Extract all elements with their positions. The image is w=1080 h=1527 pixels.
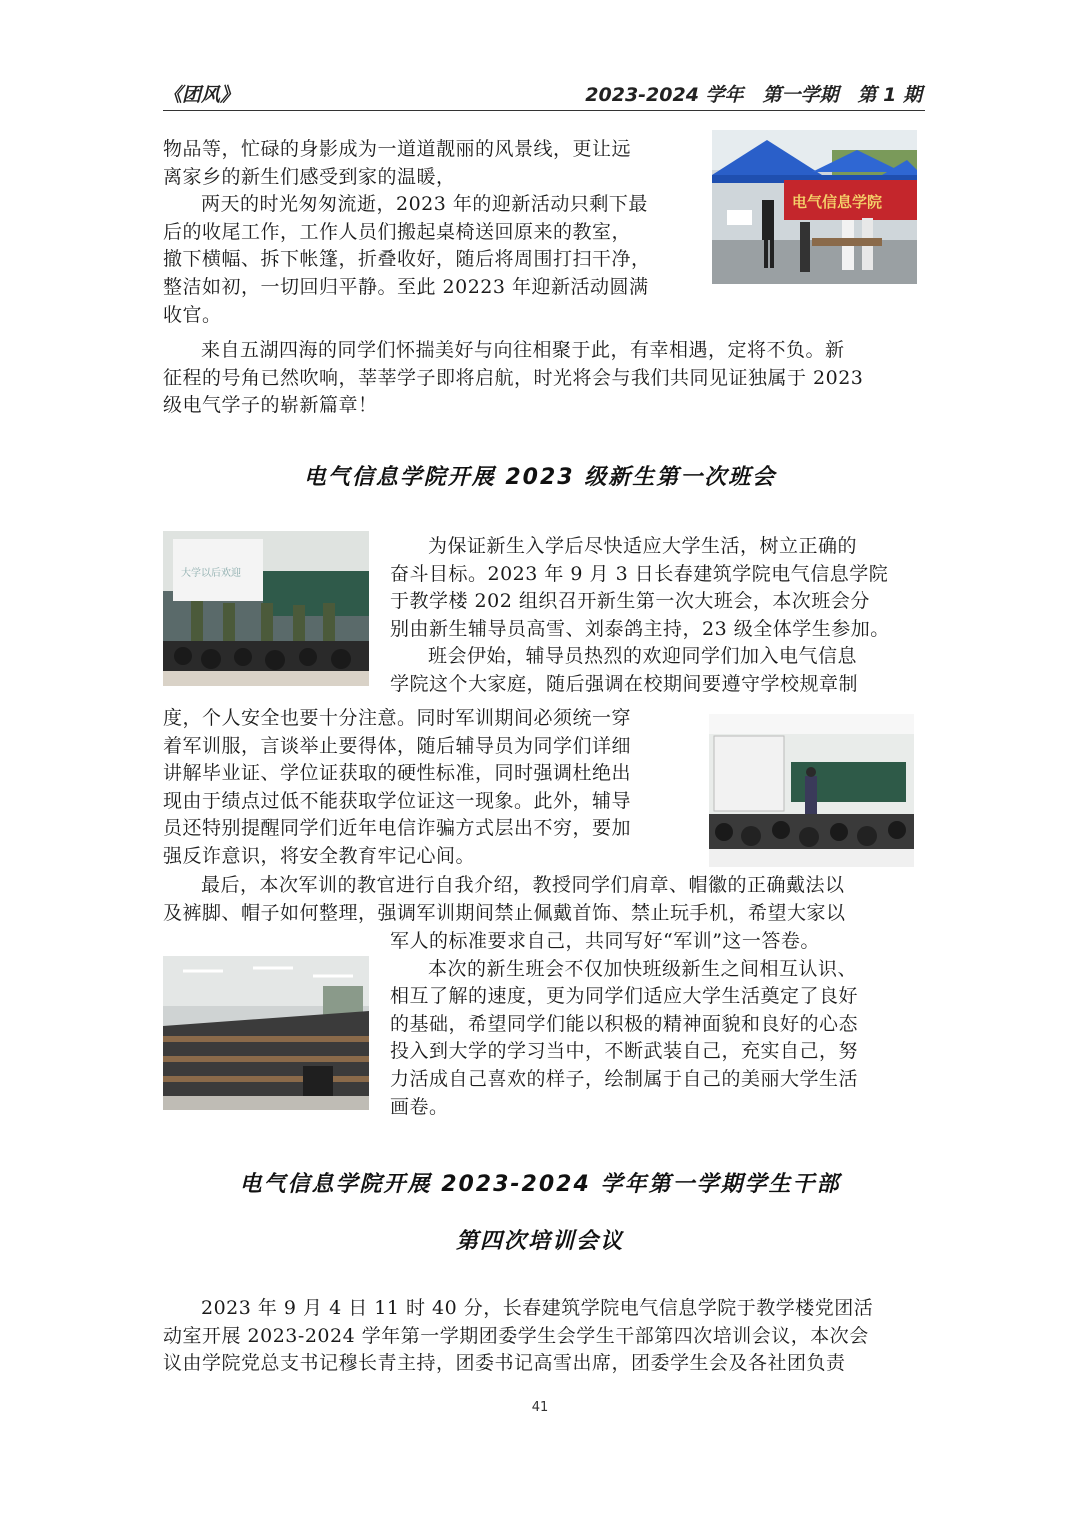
text-line: 强反诈意识，将安全教育牢记心间。 [163, 844, 476, 867]
section2-title: 电气信息学院开展 2023 级新生第一次班会 [303, 465, 777, 490]
text-line: 学院这个大家庭，随后强调在校期间要遵守学校规章制 [390, 672, 859, 695]
text-line: 整洁如初，一切回归平静。至此 20223 年迎新活动圆满 [163, 275, 649, 298]
text-line: 度，个人安全也要十分注意。同时军训期间必须统一穿 [163, 707, 632, 729]
section2-block-d [390, 928, 918, 1121]
lecture-hall-photo [163, 956, 369, 1110]
text-line: 2023 年 9 月 4 日 11 时 40 分，长春建筑学院电气信息学院于教学楼党团活 [201, 1297, 874, 1319]
section3-text [163, 1295, 923, 1378]
text-line: 本次的新生班会不仅加快班级新生之间相互认识、 [428, 957, 858, 980]
text-line: 最后，本次军训的教官进行自我介绍，教授同学们肩章、帽徽的正确戴法以 [201, 874, 845, 896]
text-line: 收官。 [163, 303, 222, 326]
section2-block-c [163, 872, 923, 927]
header-rule [163, 110, 925, 111]
section2-block-a [390, 533, 918, 699]
text-line: 画卷。 [390, 1095, 449, 1118]
section3-title-line2: 第四次培训会议 [455, 1229, 624, 1254]
text-line: 相互了解的速度，更为同学们适应大学生活奠定了良好 [390, 985, 859, 1008]
text-line: 奋斗目标。2023 年 9 月 3 日长春建筑学院电气信息学院 [390, 562, 889, 585]
text-line: 及裤脚、帽子如何整理，强调军训期间禁止佩戴首饰、禁止玩手机，希望大家以 [163, 901, 846, 924]
text-line: 投入到大学的学习当中，不断武装自己，充实自己，努 [390, 1040, 859, 1063]
section2-block-b [163, 705, 698, 871]
section3-title-line1: 电气信息学院开展 2023-2024 学年第一学期学生干部 [239, 1172, 841, 1197]
text-line: 军人的标准要求自己，共同写好“军训”这一答卷。 [390, 930, 820, 952]
issue-info: 2023-2024 学年 第一学期 第 1 期 [585, 84, 922, 106]
class-meeting-photo [163, 531, 369, 686]
text-line: 离家乡的新生们感受到家的温暖， [163, 165, 456, 188]
section1-text-wide [163, 337, 923, 420]
section1-text-narrow [163, 136, 698, 329]
text-line: 级电气学子的崭新篇章！ [163, 394, 378, 417]
text-line: 议由学院党总支书记穆长青主持，团委书记高雪出席，团委学生会及各社团负责 [163, 1352, 846, 1375]
text-line: 为保证新生入学后尽快适应大学生活，树立正确的 [428, 535, 858, 557]
banner-text: 电气信息学院 [792, 193, 883, 211]
text-line: 两天的时光匆匆流逝，2023 年的迎新活动只剩下最 [201, 193, 648, 216]
text-line: 后的收尾工作，工作人员们搬起桌椅送回原来的教室， [163, 220, 632, 243]
text-line: 班会伊始，辅导员热烈的欢迎同学们加入电气信息 [428, 645, 858, 668]
text-line: 于教学楼 202 组织召开新生第一次大班会，本次班会分 [390, 590, 870, 613]
text-line: 员还特别提醒同学们近年电信诈骗方式层出不穷，要加 [163, 817, 632, 840]
text-line: 征程的号角已然吹响，莘莘学子即将启航，时光将会与我们共同见证独属于 2023 [163, 366, 864, 389]
text-line: 物品等，忙碌的身影成为一道道靓丽的风景线，更让远 [163, 138, 632, 160]
text-line: 撤下横幅、拆下帐篷，折叠收好，随后将周围打扫干净， [163, 248, 651, 271]
text-line: 别由新生辅导员高雪、刘泰鸽主持，23 级全体学生参加。 [390, 617, 890, 640]
journal-title: 《团风》 [163, 84, 240, 106]
text-line: 现由于绩点过低不能获取学位证这一现象。此外，辅导 [163, 789, 632, 812]
page-number: 41 [531, 1400, 549, 1415]
counselor-speaking-photo [709, 714, 914, 867]
text-line: 来自五湖四海的同学们怀揣美好与向往相聚于此，有幸相遇，定将不负。新 [201, 339, 845, 361]
text-line: 讲解毕业证、学位证获取的硬性标准，同时强调杜绝出 [163, 762, 632, 785]
text-line: 着军训服，言谈举止要得体，随后辅导员为同学们详细 [163, 734, 632, 757]
text-line: 的基础，希望同学们能以积极的精神面貌和良好的心态 [390, 1012, 859, 1035]
screen-text: 大学以后欢迎 [181, 568, 241, 579]
text-line: 力活成自己喜欢的样子，绘制属于自己的美丽大学生活 [390, 1067, 859, 1090]
text-line: 动室开展 2023-2024 学年第一学期团委学生会学生干部第四次培训会议，本次会 [163, 1324, 869, 1347]
welcome-booth-photo [712, 130, 917, 284]
